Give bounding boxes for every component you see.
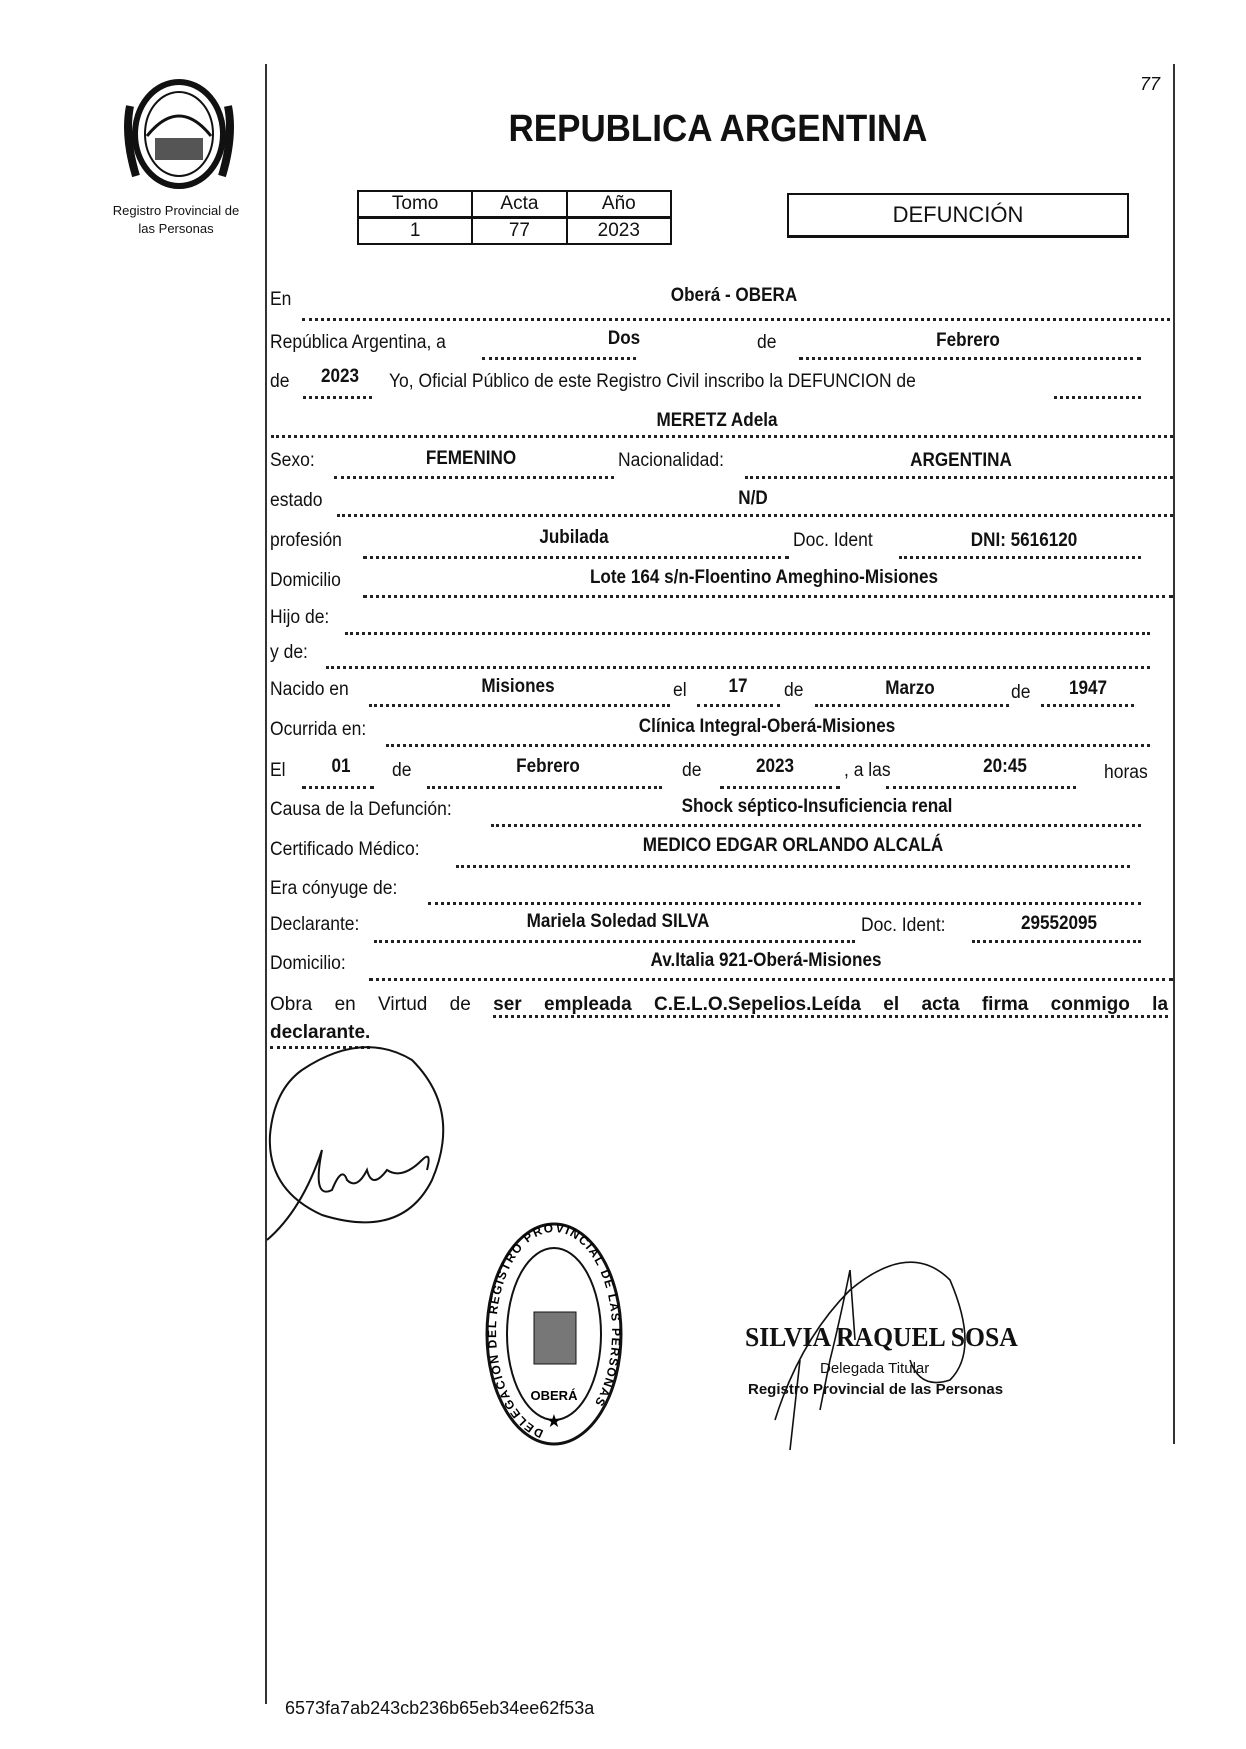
birth-year-line	[1041, 704, 1134, 707]
declarante-line	[374, 940, 855, 943]
doc2-value: 29552095	[1020, 913, 1098, 934]
death-time-line	[886, 786, 1076, 789]
tomo-header: Tomo	[358, 191, 472, 218]
tomo-value: 1	[358, 218, 472, 245]
en-label: En	[270, 289, 292, 310]
obra-en-virtud-line	[270, 990, 1168, 1020]
signatory-office: Registro Provincial de las Personas	[748, 1381, 1004, 1398]
domicilio2-label: Domicilio:	[270, 953, 346, 974]
birth-year-value: 1947	[1068, 678, 1108, 699]
stamp-city: OBERÁ	[530, 1388, 578, 1403]
birth-month-value: Marzo	[885, 678, 935, 699]
day-value: Dos	[607, 328, 641, 349]
yde-line	[326, 666, 1150, 669]
profesion-value: Jubilada	[539, 527, 609, 548]
birth-day-line	[697, 704, 780, 707]
month-line	[799, 357, 1141, 360]
alas-label: , a las	[844, 760, 891, 781]
nacionalidad-label: Nacionalidad:	[618, 450, 724, 471]
death-time-value: 20:45	[983, 756, 1027, 777]
place-value: Oberá - OBERA	[670, 285, 798, 306]
conyuge-line	[428, 902, 1141, 905]
acta-header: Acta	[472, 191, 566, 218]
estado-value: N/D	[738, 488, 768, 509]
de-label: de	[784, 680, 804, 701]
de-label: de	[392, 760, 412, 781]
doc-label: Doc. Ident	[793, 530, 873, 551]
document-hash: 6573fa7ab243cb236b65eb34ee62f53a	[285, 1698, 595, 1718]
official-stamp	[484, 1222, 624, 1452]
estado-line	[337, 514, 1173, 517]
profesion-label: profesión	[270, 530, 342, 551]
ocurrida-value: Clínica Integral-Oberá-Misiones	[638, 716, 896, 737]
tomo-acta-anio-table	[357, 190, 672, 245]
ocurrida-line	[386, 744, 1150, 747]
el-label: el	[673, 680, 687, 701]
yde-label: y de:	[270, 642, 308, 663]
death-year-line	[720, 786, 840, 789]
el2-label: El	[270, 760, 286, 781]
registry-line-1: Registro Provincial de	[112, 203, 240, 218]
anio-value: 2023	[567, 218, 671, 245]
obra-text: ser empleada C.E.L.O.Sepelios.Leída el acta firma conmigo la	[493, 994, 1168, 1018]
place-line	[302, 318, 1170, 321]
day-line	[482, 357, 636, 360]
signatory-name: SILVIA RAQUEL SOSA	[745, 1322, 1018, 1352]
registry-caption	[96, 202, 256, 238]
de-label: de	[270, 371, 290, 392]
hijo-label: Hijo de:	[270, 607, 330, 628]
death-year-value: 2023	[755, 756, 795, 777]
death-month-value: Febrero	[516, 756, 580, 777]
deceased-name: MERETZ Adela	[656, 410, 778, 431]
conyuge-label: Era cónyuge de:	[270, 878, 398, 899]
nacionalidad-line	[745, 476, 1173, 479]
nacido-label: Nacido en	[270, 679, 349, 700]
doc-value: DNI: 5616120	[970, 530, 1078, 551]
stamp-ring-text: DELEGACION DEL REGISTRO PROVINCIAL DE LAS PERSONAS	[485, 1222, 624, 1441]
sexo-line	[334, 476, 614, 479]
official-signature	[770, 1240, 1000, 1460]
domicilio-value: Lote 164 s/n-Floentino Ameghino-Misiones	[589, 567, 939, 588]
nacido-value: Misiones	[481, 676, 555, 697]
year-value: 2023	[320, 366, 360, 387]
name-line	[271, 435, 1173, 438]
obra-text-continuation: declarante.	[270, 1020, 370, 1049]
year-line	[303, 396, 372, 399]
hijo-line	[345, 632, 1150, 635]
acta-value: 77	[472, 218, 566, 245]
registry-line-2: las Personas	[138, 221, 214, 236]
causa-value: Shock séptico-Insuficiencia renal	[681, 796, 953, 817]
domicilio-label: Domicilio	[270, 570, 341, 591]
declarant-signature	[262, 1040, 487, 1250]
signatory-role: Delegada Titular	[820, 1360, 930, 1377]
month-value: Febrero	[936, 330, 1000, 351]
right-margin-rule	[1173, 64, 1175, 1444]
domicilio-line	[363, 595, 1173, 598]
record-type-box: DEFUNCIÓN	[787, 193, 1129, 238]
doc2-line	[972, 940, 1141, 943]
death-month-line	[427, 786, 662, 789]
domicilio2-value: Av.Italia 921-Oberá-Misiones	[650, 950, 882, 971]
nacido-line	[369, 704, 670, 707]
ocurrida-label: Ocurrida en:	[270, 719, 367, 740]
anio-header: Año	[567, 191, 671, 218]
page-number: 77	[1140, 74, 1161, 94]
horas-label: horas	[1104, 762, 1148, 783]
declarante-label: Declarante:	[270, 914, 360, 935]
sexo-value: FEMENINO	[425, 448, 517, 469]
document-title: REPUBLICA ARGENTINA	[508, 108, 928, 150]
domicilio2-line	[369, 978, 1173, 981]
declarante-value: Mariela Soledad SILVA	[526, 911, 710, 932]
sexo-label: Sexo:	[270, 450, 315, 471]
certificado-value: MEDICO EDGAR ORLANDO ALCALÁ	[642, 835, 944, 856]
causa-line	[491, 824, 1141, 827]
inscribo-line	[1054, 396, 1141, 399]
de-label: de	[757, 332, 777, 353]
nacionalidad-value: ARGENTINA	[910, 450, 1012, 471]
causa-label: Causa de la Defunción:	[270, 799, 452, 820]
republica-label: República Argentina, a	[270, 332, 446, 353]
de-label: de	[682, 760, 702, 781]
obra-label: Obra en Virtud de	[270, 994, 471, 1015]
death-day-value: 01	[331, 756, 351, 777]
doc2-label: Doc. Ident:	[861, 915, 946, 936]
birth-month-line	[815, 704, 1009, 707]
star-icon: ★	[545, 1411, 563, 1431]
inscribo-text: Yo, Oficial Público de este Registro Civil inscribo la DEFUNCION de	[389, 371, 916, 392]
estado-label: estado	[270, 490, 323, 511]
left-margin-rule	[265, 64, 267, 1704]
certificado-label: Certificado Médico:	[270, 839, 420, 860]
doc-line	[899, 556, 1141, 559]
death-day-line	[302, 786, 374, 789]
birth-day-value: 17	[728, 676, 748, 697]
de-label: de	[1011, 682, 1031, 703]
certificado-line	[456, 865, 1130, 868]
profesion-line	[363, 556, 789, 559]
